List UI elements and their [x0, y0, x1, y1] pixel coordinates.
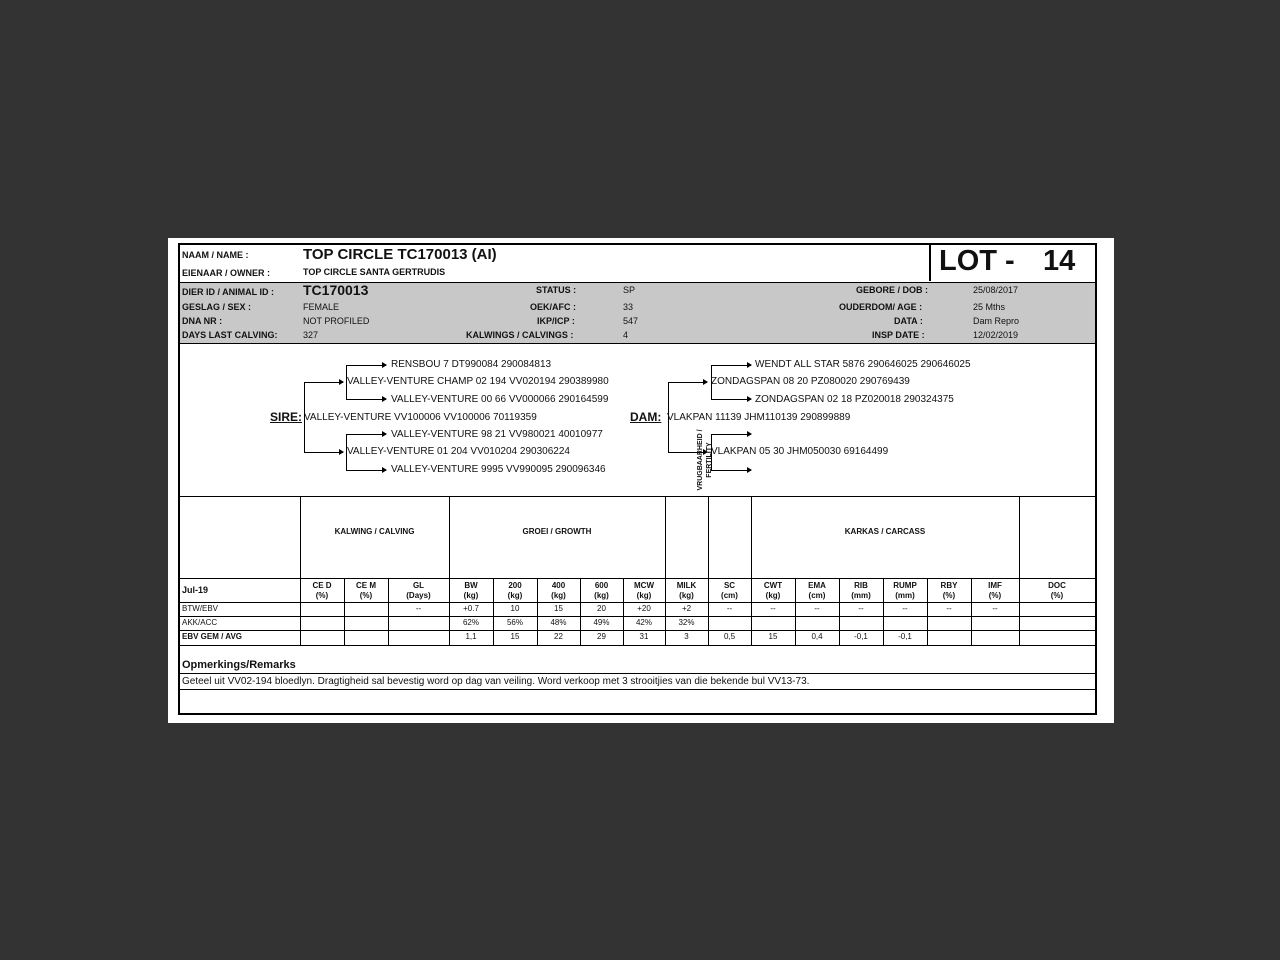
col-unit: (mm) — [851, 591, 871, 600]
sire-sire-dam: VALLEY-VENTURE 00 66 VV000066 290164599 — [391, 394, 609, 405]
col-unit: (%) — [359, 591, 373, 600]
group-fertility: VRUGBAARHEID / FERTILITY — [697, 429, 713, 491]
table-cell: 49% — [593, 618, 610, 627]
data-label: DATA : — [894, 316, 923, 326]
sire-sire: VALLEY-VENTURE CHAMP 02 194 VV020194 290389980 — [347, 376, 609, 387]
col-header-mcw: MCW — [634, 581, 654, 590]
dna-label: DNA NR : — [182, 316, 223, 326]
icp-label: IKP/ICP : — [537, 316, 575, 326]
icp-value: 547 — [623, 316, 639, 326]
table-cell: -- — [858, 604, 864, 613]
col-header-imf: IMF — [988, 581, 1002, 590]
animal-id-label: DIER ID / ANIMAL ID : — [182, 287, 274, 297]
col-header-400: 400 — [551, 581, 566, 590]
dob-label: GEBORE / DOB : — [856, 285, 929, 295]
row-label-acc: AKK/ACC — [182, 618, 218, 627]
animal-id-value: TC170013 — [303, 282, 369, 298]
calvings-label: KALWINGS / CALVINGS : — [466, 330, 574, 340]
table-cell: 31 — [639, 632, 649, 641]
lot-card — [178, 243, 1097, 715]
days-label: DAYS LAST CALVING: — [182, 330, 278, 340]
dam-sire-sire: WENDT ALL STAR 5876 290646025 290646025 — [755, 359, 971, 370]
table-cell: +0.7 — [463, 604, 479, 613]
status-value: SP — [623, 285, 636, 295]
table-cell: 0,5 — [723, 632, 736, 641]
dam-sire: ZONDAGSPAN 08 20 PZ080020 290769439 — [711, 376, 910, 387]
col-unit: (%) — [988, 591, 1002, 600]
sex-value: FEMALE — [303, 302, 340, 312]
col-unit: (kg) — [463, 591, 479, 600]
table-cell: 22 — [554, 632, 563, 641]
col-header-rby: RBY — [940, 581, 958, 590]
table-cell: 42% — [635, 618, 652, 627]
animal-name: TOP CIRCLE TC170013 (AI) — [303, 246, 497, 263]
dob-value: 25/08/2017 — [973, 285, 1019, 295]
sire-dam-sire: VALLEY-VENTURE 98 21 VV980021 40010977 — [391, 429, 603, 440]
col-unit: (kg) — [679, 591, 694, 600]
table-cell: 32% — [678, 618, 695, 627]
table-cell: 3 — [684, 632, 689, 641]
col-unit: (kg) — [507, 591, 523, 600]
table-cell: -- — [770, 604, 776, 613]
col-header-bw: BW — [464, 581, 478, 590]
table-cell: 48% — [550, 618, 567, 627]
insp-date-value: 12/02/2019 — [973, 330, 1019, 340]
remarks-title: Opmerkings/Remarks — [182, 659, 296, 671]
table-cell: -- — [902, 604, 908, 613]
calvings-value: 4 — [623, 330, 629, 340]
table-cell: 15 — [768, 632, 778, 641]
col-header-ce-d: CE D — [312, 581, 332, 590]
table-cell: -- — [992, 604, 998, 613]
name-label: NAAM / NAME : — [182, 250, 249, 260]
table-cell: +2 — [681, 604, 692, 613]
owner-label: EIENAAR / OWNER : — [182, 268, 271, 278]
table-cell: -- — [726, 604, 733, 613]
table-cell: 15 — [554, 604, 563, 613]
col-header-cwt: CWT — [763, 581, 783, 590]
afc-value: 33 — [623, 302, 634, 312]
table-cell: 56% — [506, 618, 523, 627]
dam-sire-dam: ZONDAGSPAN 02 18 PZ020018 290324375 — [755, 394, 954, 405]
col-unit: (kg) — [594, 591, 609, 600]
lot-sheet — [168, 238, 1114, 723]
group-carcass: KARKAS / CARCASS — [844, 527, 926, 536]
afc-label: OEK/AFC : — [530, 302, 576, 312]
col-unit: (%) — [942, 591, 956, 600]
table-cell: -0,1 — [854, 632, 868, 641]
col-header-sc: SC — [723, 581, 736, 590]
table-cell: -- — [814, 604, 820, 613]
age-label: OUDERDOM/ AGE : — [839, 302, 923, 312]
col-unit: (kg) — [636, 591, 652, 600]
col-header-rib: RIB — [854, 581, 868, 590]
lot-number: 14 — [1043, 245, 1076, 277]
col-header-200: 200 — [508, 581, 522, 590]
dam-label: DAM: — [630, 410, 662, 424]
status-label: STATUS : — [536, 285, 577, 295]
sire-dam: VALLEY-VENTURE 01 204 VV010204 290306224 — [347, 446, 570, 457]
col-unit: (kg) — [765, 591, 781, 600]
sire-label: SIRE: — [270, 410, 303, 424]
table-cell: -- — [946, 604, 952, 613]
table-cell: 29 — [597, 632, 606, 641]
table-cell: -0,1 — [898, 632, 912, 641]
table-cell: +20 — [637, 604, 651, 613]
col-header-milk: MILK — [676, 581, 697, 590]
table-cell: -- — [415, 604, 422, 613]
age-value: 25 Mths — [973, 302, 1006, 312]
insp-date-label: INSP DATE : — [872, 330, 925, 340]
col-unit: (cm) — [808, 591, 826, 600]
table-cell: 10 — [510, 604, 520, 613]
owner-name: TOP CIRCLE SANTA GERTRUDIS — [303, 267, 446, 277]
row-label-ebv: BTW/EBV — [182, 604, 219, 613]
remarks-text: Geteel uit VV02-194 bloedlyn. Dragtigheid sal bevestig word op dag van veiling. Word verkoop met 3 strooitjies van die bekende bul VV13-73. — [182, 676, 810, 687]
table-cell: 1,1 — [465, 632, 477, 641]
col-header-rump: RUMP — [893, 581, 917, 590]
sire: VALLEY-VENTURE VV100006 VV100006 70119359 — [304, 412, 537, 423]
days-value: 327 — [303, 330, 319, 340]
dna-value: NOT PROFILED — [303, 316, 370, 326]
lot-box — [929, 245, 1099, 281]
group-calving: KALWING / CALVING — [334, 527, 415, 536]
col-unit: (cm) — [721, 591, 738, 600]
data-value: Dam Repro — [973, 316, 1020, 326]
table-cell: 0,4 — [811, 632, 823, 641]
lot-label: LOT - — [939, 245, 1015, 277]
sex-label: GESLAG / SEX : — [182, 302, 252, 312]
col-unit: (%) — [315, 591, 329, 600]
table-cell: 15 — [510, 632, 520, 641]
col-header-ce-m: CE M — [356, 581, 376, 590]
sire-sire-sire: RENSBOU 7 DT990084 290084813 — [391, 359, 552, 370]
col-unit: (%) — [1050, 591, 1064, 600]
dam: VLAKPAN 11139 JHM110139 290899889 — [667, 412, 851, 423]
col-header-doc: DOC — [1048, 581, 1066, 590]
table-cell: 62% — [462, 618, 479, 627]
col-header-ema: EMA — [808, 581, 826, 590]
dam-dam: VLAKPAN 05 30 JHM050030 69164499 — [711, 446, 889, 457]
sire-dam-dam: VALLEY-VENTURE 9995 VV990095 290096346 — [391, 464, 606, 475]
col-header-600: 600 — [594, 581, 609, 590]
col-unit: (kg) — [551, 591, 566, 600]
period-label: Jul-19 — [182, 585, 209, 595]
table-cell: 20 — [597, 604, 606, 613]
group-growth: GROEI / GROWTH — [522, 527, 592, 536]
col-header-gl: GL — [412, 581, 425, 590]
col-unit: (Days) — [406, 591, 431, 600]
col-unit: (mm) — [895, 591, 915, 600]
row-label-avg: EBV GEM / AVG — [182, 632, 243, 641]
